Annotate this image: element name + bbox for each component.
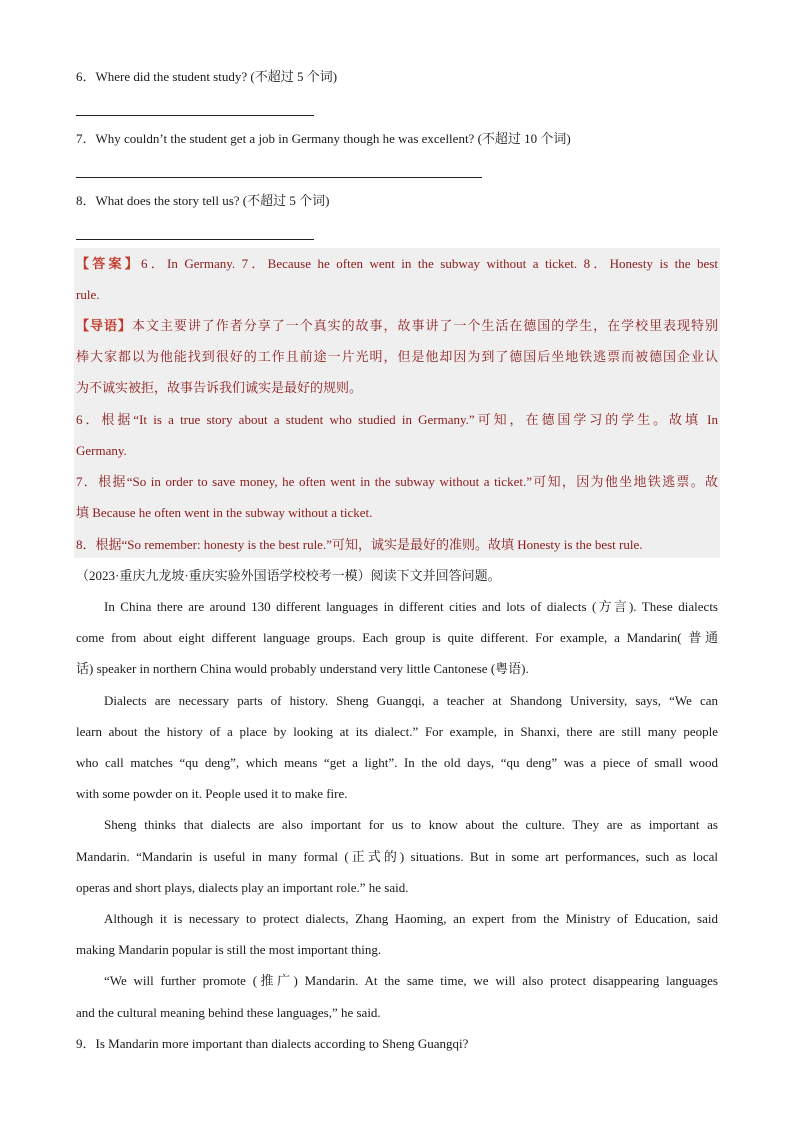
paragraph-1-line-2: come from about eight different language groups. Each group is quite different. For example, a Mandarin( 普通 — [76, 630, 718, 645]
paragraph-4-line-2: making Mandarin popular is still the most important thing. — [76, 942, 382, 957]
explanation-7-line-2: 填 Because he often went in the subway without a ticket. — [76, 505, 373, 520]
passage-source: （2023·重庆九龙坡·重庆实验外国语学校校考一模）阅读下文并回答问题。 — [76, 568, 501, 583]
paragraph-3-line-2: Mandarin. “Mandarin is useful in many formal (正式的) situations. But in some art performances, such as local — [76, 849, 718, 864]
answer-blank-7[interactable] — [76, 177, 482, 178]
paragraph-1-line-1: In China there are around 130 different languages in different cities and lots of dialects (方言). These dialects — [104, 599, 718, 614]
answer-line-2: rule. — [76, 287, 100, 302]
guide-text: 本文主要讲了作者分享了一个真实的故事，故事讲了一个生活在德国的学生，在学校里表现特别 — [131, 318, 718, 333]
question-8: 8．What does the story tell us? (不超过 5 个词) — [76, 193, 330, 208]
explanation-6-line-1: 6．根据“It is a true story about a student who studied in Germany.”可知，在德国学习的学生。故填 In — [76, 412, 718, 427]
question-6: 6．Where did the student study? (不超过 5 个词) — [76, 69, 338, 84]
answer-text: 6．In Germany. 7．Because he often went in the subway without a ticket. 8．Honesty is the best — [141, 256, 718, 271]
explanation-8: 8．根据“So remember: honesty is the best rule.”可知，诚实是最好的准则。故填 Honesty is the best rule. — [76, 537, 643, 552]
answer-line-1 — [76, 254, 718, 274]
paragraph-2-line-1: Dialects are necessary parts of history. Sheng Guangqi, a teacher at Shandong University, says, “We can — [104, 693, 718, 708]
paragraph-1-line-3: 话) speaker in northern China would probably understand very little Cantonese (粤语). — [76, 661, 529, 676]
guide-tag: 【导语】 — [76, 318, 132, 333]
guide-line-2: 棒大家都以为他能找到很好的工作且前途一片光明，但是他却因为到了德国后坐地铁逃票而被德国企业认 — [76, 349, 718, 364]
explanation-7-line-1: 7．根据“So in order to save money, he often went in the subway without a ticket.”可知，因为他坐地铁逃票。故 — [76, 474, 718, 489]
explanation-6-line-2: Germany. — [76, 443, 127, 458]
question-7: 7．Why couldn’t the student get a job in Germany though he was excellent? (不超过 10 个词) — [76, 131, 571, 146]
question-9: 9．Is Mandarin more important than dialects according to Sheng Guangqi? — [76, 1036, 469, 1051]
paragraph-5-line-2: and the cultural meaning behind these languages,” he said. — [76, 1005, 381, 1020]
paragraph-5-line-1: “We will further promote (推广) Mandarin. At the same time, we will also protect disappearing languages — [104, 973, 718, 988]
answer-blank-6[interactable] — [76, 115, 314, 116]
guide-line-1 — [76, 316, 718, 336]
guide-line-3: 为不诚实被拒，故事告诉我们诚实是最好的规则。 — [76, 380, 363, 395]
answer-blank-8[interactable] — [76, 239, 314, 240]
paragraph-3-line-3: operas and short plays, dialects play an important role.” he said. — [76, 880, 409, 895]
answer-tag: 【答案】 — [76, 256, 142, 271]
paragraph-4-line-1: Although it is necessary to protect dialects, Zhang Haoming, an expert from the Ministry of Education, said — [104, 911, 718, 926]
paragraph-2-line-4: with some powder on it. People used it to make fire. — [76, 786, 348, 801]
paragraph-3-line-1: Sheng thinks that dialects are also important for us to know about the culture. They are as important as — [104, 817, 718, 832]
paragraph-2-line-3: who call matches “qu deng”, which means “get a light”. In the old days, “qu deng” was a piece of small wood — [76, 755, 718, 770]
paragraph-2-line-2: learn about the history of a place by looking at its dialect.” For example, in Shanxi, there are still many people — [76, 724, 718, 739]
